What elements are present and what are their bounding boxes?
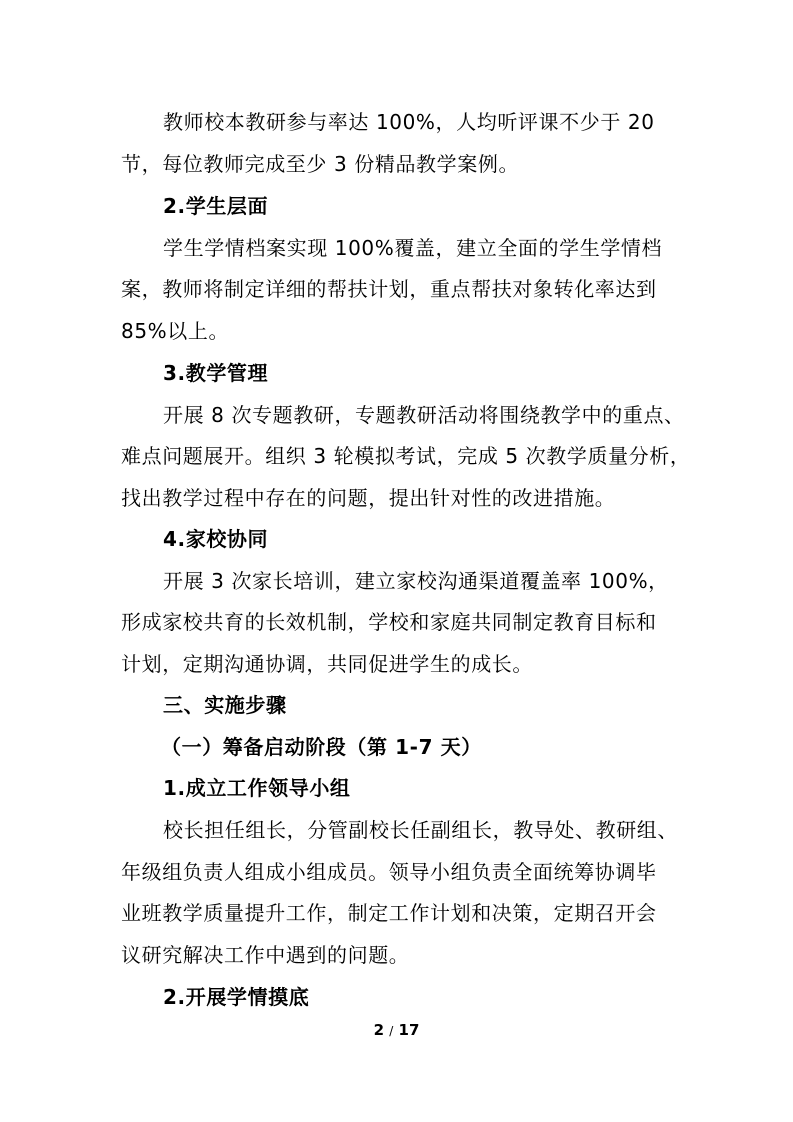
heading-text: （一）筹备启动阶段（第 1-7 天） — [161, 735, 482, 759]
heading-text: 2.开展学情摸底 — [163, 985, 310, 1009]
paragraph-line — [0, 606, 793, 638]
chapter-heading — [0, 689, 793, 721]
paragraph-line — [0, 939, 793, 971]
paragraph-line — [0, 315, 793, 347]
page-separator: / — [389, 1024, 394, 1038]
paragraph-line — [0, 648, 793, 680]
line-text: 计划，定期沟通协调，共同促进学生的成长。 — [121, 652, 533, 676]
paragraph-line — [0, 565, 793, 597]
line-text: 形成家校共育的长效机制，学校和家庭共同制定教育目标和 — [121, 610, 657, 634]
line-text: 校长担任组长，分管副校长任副组长，教导处、教研组、 — [163, 818, 678, 842]
paragraph-line — [0, 399, 793, 431]
section-heading — [0, 772, 793, 804]
line-text: 找出教学过程中存在的问题，提出针对性的改进措施。 — [121, 486, 616, 510]
page-number — [0, 1020, 793, 1041]
line-text: 案，教师将制定详细的帮扶计划，重点帮扶对象转化率达到 — [121, 277, 657, 301]
paragraph-line — [0, 273, 793, 305]
paragraph-line — [0, 148, 793, 180]
line-text: 开展 8 次专题教研，专题教研活动将围绕教学中的重点、 — [163, 403, 685, 427]
paragraph-line — [0, 814, 793, 846]
section-heading — [0, 523, 793, 555]
section-heading — [0, 981, 793, 1013]
heading-text: 1.成立工作领导小组 — [163, 776, 351, 800]
subchapter-heading — [0, 731, 793, 763]
line-text: 难点问题展开。组织 3 轮模拟考试，完成 5 次教学质量分析， — [121, 444, 691, 468]
line-text: 议研究解决工作中遇到的问题。 — [121, 943, 410, 967]
line-text: 学生学情档案实现 100%覆盖，建立全面的学生学情档 — [163, 236, 663, 260]
total-pages: 17 — [398, 1021, 420, 1039]
paragraph-line — [0, 856, 793, 888]
heading-text: 2.学生层面 — [163, 194, 269, 218]
line-text: 教师校本教研参与率达 100%，人均听评课不少于 20 — [163, 110, 655, 134]
paragraph-line — [0, 106, 793, 138]
section-heading — [0, 357, 793, 389]
current-page: 2 — [373, 1021, 385, 1039]
paragraph-line — [0, 232, 793, 264]
line-text: 年级组负责人组成小组成员。领导小组负责全面统筹协调毕 — [121, 860, 657, 884]
paragraph-line — [0, 482, 793, 514]
line-text: 开展 3 次家长培训，建立家校沟通渠道覆盖率 100%， — [163, 569, 669, 593]
paragraph-line — [0, 440, 793, 472]
heading-text: 3.教学管理 — [163, 361, 269, 385]
line-text: 节，每位教师完成至少 3 份精品教学案例。 — [121, 152, 520, 176]
line-text: 85%以上。 — [121, 319, 230, 343]
heading-text: 三、实施步骤 — [163, 693, 287, 717]
line-text: 业班教学质量提升工作，制定工作计划和决策，定期召开会 — [121, 901, 657, 925]
section-heading — [0, 190, 793, 222]
paragraph-line — [0, 897, 793, 929]
heading-text: 4.家校协同 — [163, 527, 269, 551]
